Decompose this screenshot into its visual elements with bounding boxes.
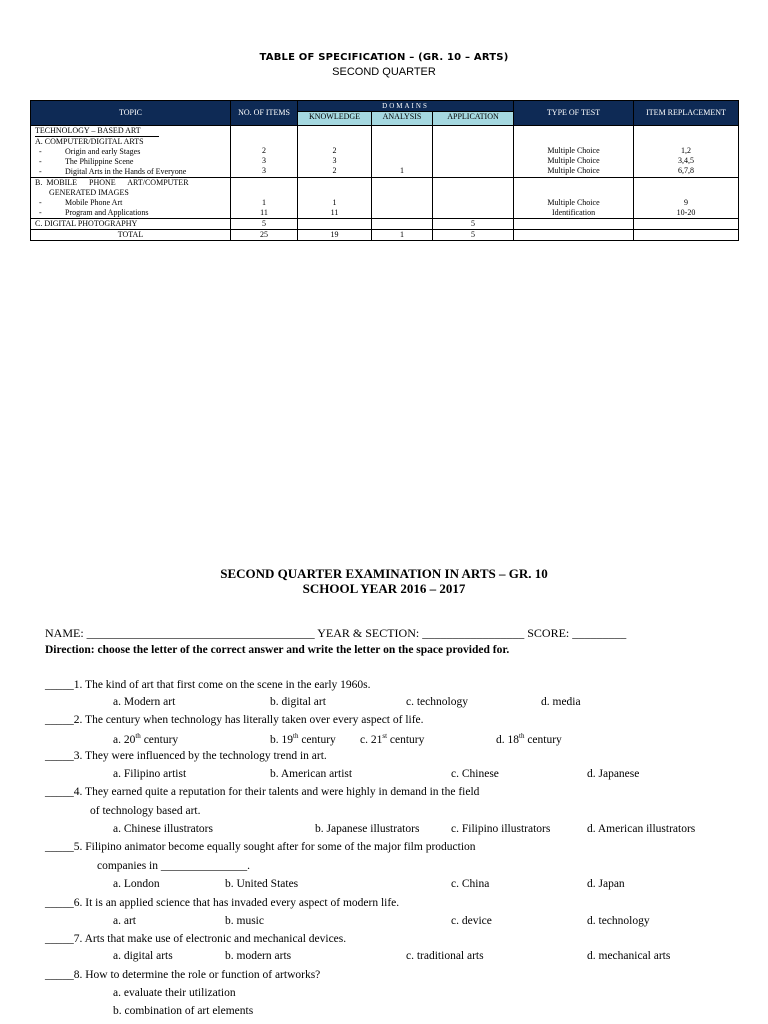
option-b: b. American artist: [270, 768, 353, 780]
question-1: _____1. The kind of art that first come on the scene in the early 1960s.: [45, 679, 371, 691]
tos-subtitle: SECOND QUARTER: [332, 66, 436, 78]
name-line: NAME: ______________________________________ YEAR & SECTION: _________________ SCORE: _________: [45, 626, 627, 640]
cell-application: 5: [433, 219, 514, 230]
cell-items: 5: [231, 219, 298, 230]
total-application: 5: [433, 230, 514, 241]
option-d: d. Japanese: [587, 768, 640, 780]
option-b: b. music: [225, 915, 264, 927]
tos-section-a-row: [31, 126, 739, 178]
cell-replacement: 6,7,8: [678, 166, 695, 175]
option-d: d. media: [541, 696, 581, 708]
section-a-label: A. COMPUTER/DIGITAL ARTS: [35, 137, 144, 146]
option-c: c. Chinese: [451, 768, 499, 780]
cell-replacement: 9: [684, 198, 689, 207]
option-c: c. 21st century: [360, 732, 425, 746]
question-4: _____4. They earned quite a reputation for their talents and were highly in demand in the field: [45, 786, 480, 798]
cell-type: Identification: [551, 208, 596, 217]
question-8: _____8. How to determine the role or function of artworks?: [45, 969, 321, 981]
option-c: c. China: [451, 878, 490, 890]
section-b-label: B. MOBILE PHONE ART/COMPUTER: [35, 178, 189, 187]
list-item: - Mobile Phone Art: [39, 198, 123, 207]
cell-replacement: 1,2: [681, 146, 692, 155]
option-a: a. London: [113, 878, 160, 890]
list-item: - Digital Arts in the Hands of Everyone: [39, 167, 187, 176]
option-a: a. 20th century: [113, 732, 179, 746]
section-c-label: C. DIGITAL PHOTOGRAPHY: [31, 219, 231, 230]
tos-section-c-row: [31, 219, 739, 230]
question-5: _____5. Filipino animator become equally sought after for some of the major film production: [45, 841, 476, 853]
tos-title: TABLE OF SPECIFICATION – (GR. 10 – ARTS): [259, 52, 509, 63]
header-type-test: TYPE OF TEST: [514, 101, 634, 126]
option-d: d. Japan: [587, 878, 625, 890]
header-knowledge: KNOWLEDGE: [298, 112, 372, 126]
option-c: c. Filipino illustrators: [451, 823, 551, 835]
option-b: b. Japanese illustrators: [315, 823, 420, 835]
list-item: - Program and Applications: [39, 208, 149, 217]
option-a: a. art: [113, 915, 136, 927]
option-d: d. mechanical arts: [587, 950, 671, 962]
cell-knowledge: 3: [332, 156, 337, 165]
question-5-cont: companies in _______________.: [97, 860, 250, 872]
total-label: TOTAL: [31, 230, 231, 241]
question-4-cont: of technology based art.: [90, 805, 201, 817]
total-knowledge: 19: [298, 230, 372, 241]
question-7: _____7. Arts that make use of electronic and mechanical devices.: [45, 933, 347, 945]
tos-section-b-row: [31, 178, 739, 219]
tos-header-row: [31, 101, 739, 112]
exam-title-line1: SECOND QUARTER EXAMINATION IN ARTS – GR. 10: [220, 566, 548, 581]
header-no-items: NO. OF ITEMS: [231, 101, 298, 126]
option-d: d. American illustrators: [587, 823, 696, 835]
header-application: APPLICATION: [433, 112, 514, 126]
section-b-label-cont: GENERATED IMAGES: [49, 188, 129, 197]
option-d: d. 18th century: [496, 732, 562, 746]
header-domains: DOMAINS: [298, 101, 514, 112]
cell-knowledge: 11: [330, 208, 339, 217]
question-2: _____2. The century when technology has literally taken over every aspect of life.: [45, 714, 424, 726]
option-a: a. Modern art: [113, 696, 176, 708]
tos-table: [30, 100, 739, 241]
total-items: 25: [231, 230, 298, 241]
question-6: _____6. It is an applied science that has invaded every aspect of modern life.: [45, 897, 400, 909]
cell-items: 1: [262, 198, 266, 207]
list-item: - Origin and early Stages: [39, 147, 141, 156]
option-a: a. digital arts: [113, 950, 173, 962]
section-main-label: TECHNOLOGY – BASED ART: [35, 126, 159, 137]
option-a: a. Chinese illustrators: [113, 823, 213, 835]
cell-items: 2: [262, 146, 266, 155]
question-3: _____3. They were influenced by the technology trend in art.: [45, 750, 327, 762]
option-b: b. United States: [225, 878, 299, 890]
cell-type: Multiple Choice: [547, 156, 600, 165]
header-item-replacement: ITEM REPLACEMENT: [634, 101, 739, 126]
option-c: c. traditional arts: [406, 950, 484, 962]
header-analysis: ANALYSIS: [372, 112, 433, 126]
option-a: a. Filipino artist: [113, 768, 187, 780]
option-b: b. 19th century: [270, 732, 336, 746]
exam-title-line2: SCHOOL YEAR 2016 – 2017: [302, 581, 466, 596]
cell-items: 11: [260, 208, 268, 217]
cell-knowledge: 1: [332, 198, 337, 207]
cell-items: 3: [262, 166, 266, 175]
cell-items: 3: [262, 156, 266, 165]
cell-type: Multiple Choice: [547, 166, 600, 175]
option-d: d. technology: [587, 915, 650, 927]
cell-knowledge: 2: [332, 166, 337, 175]
exam-title: [0, 566, 768, 596]
cell-analysis: 1: [400, 166, 404, 175]
option-b: b. combination of art elements: [113, 1005, 254, 1017]
total-analysis: 1: [372, 230, 433, 241]
cell-type: Multiple Choice: [547, 198, 600, 207]
cell-replacement: 3,4,5: [678, 156, 695, 165]
direction-text: Direction: choose the letter of the correct answer and write the letter on the space provided for.: [45, 644, 510, 656]
option-c: c. device: [451, 915, 492, 927]
option-c: c. technology: [406, 696, 468, 708]
option-a: a. evaluate their utilization: [113, 987, 236, 999]
option-b: b. modern arts: [225, 950, 292, 962]
cell-replacement: 10-20: [676, 208, 696, 217]
cell-knowledge: 2: [332, 146, 337, 155]
tos-total-row: [31, 230, 739, 241]
cell-type: Multiple Choice: [547, 146, 600, 155]
header-topic: TOPIC: [31, 101, 231, 126]
list-item: - The Philippine Scene: [39, 157, 134, 166]
option-b: b. digital art: [270, 696, 326, 708]
